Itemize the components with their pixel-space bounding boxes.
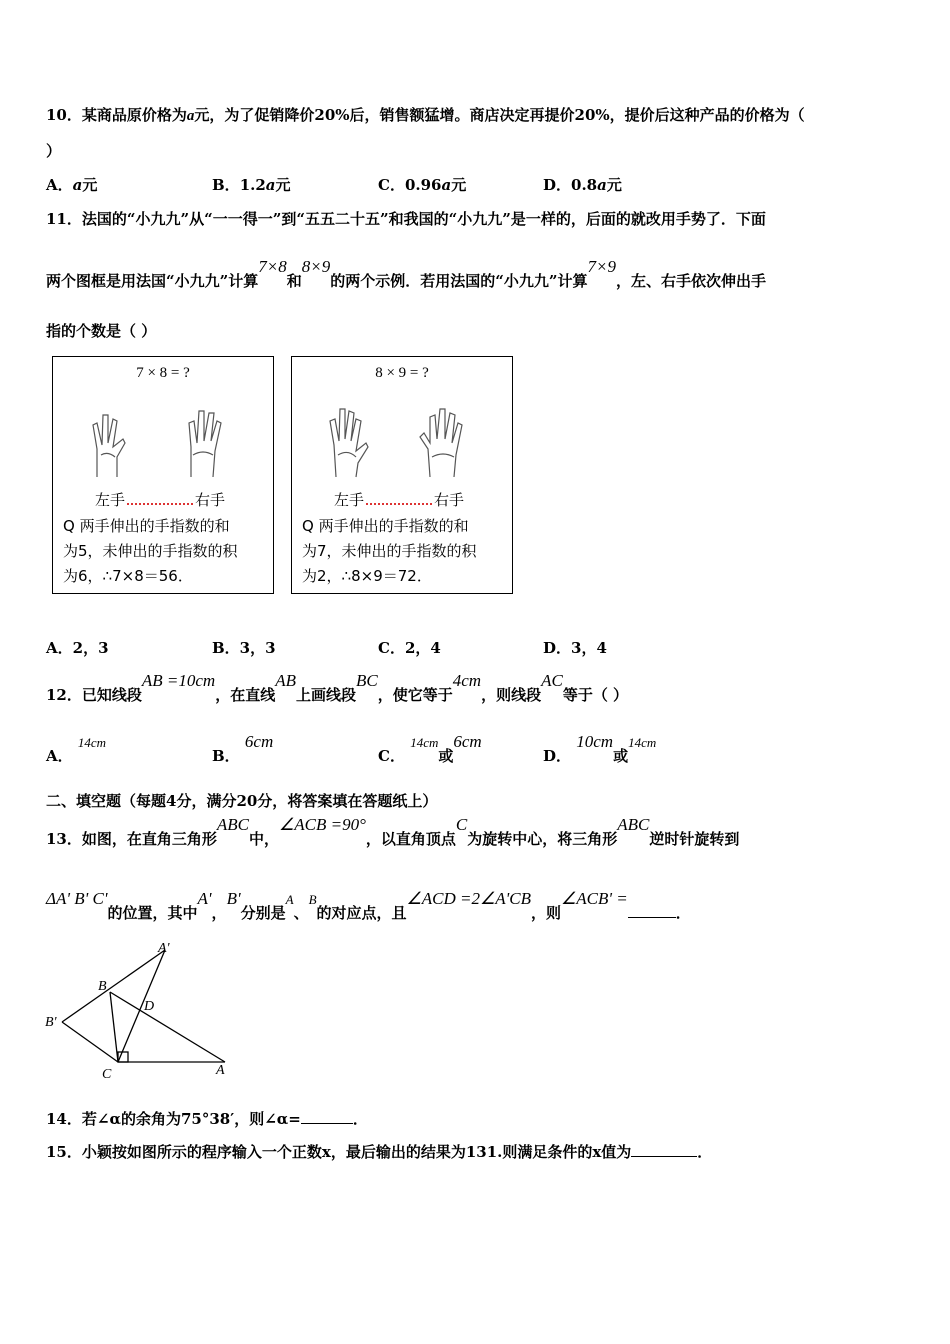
left-hand-icon: [93, 415, 125, 477]
q12-option-b[interactable]: B． 6cm: [212, 732, 274, 765]
box2-right-label: 右手: [434, 491, 465, 509]
q11-figure-box-1: [52, 356, 274, 594]
q13-triangle-figure: [40, 940, 240, 1082]
label-D: D: [144, 999, 155, 1014]
q14-answer-blank[interactable]: [301, 1123, 353, 1124]
right-hand-icon: [420, 409, 462, 477]
box2-wavy-mark: [366, 503, 432, 505]
q11-stem-line3: 指的个数是（ ）: [46, 322, 157, 340]
box2-text-2: 为7，未伸出的手指数的积: [302, 542, 477, 560]
q13-answer-blank[interactable]: [628, 917, 676, 918]
right-hand-icon: [189, 411, 221, 477]
box1-hands-illustration: [53, 399, 273, 479]
q12-option-c[interactable]: C． 14cm或6cm: [378, 732, 482, 765]
box2-equation: 8 × 9 = ?: [375, 365, 429, 381]
q10-option-a[interactable]: A．a元: [46, 176, 98, 194]
left-hand-icon: [330, 409, 368, 477]
q11-option-d[interactable]: D．3，4: [543, 639, 607, 657]
q15-answer-blank[interactable]: [631, 1156, 697, 1157]
segment-B-prime-C: [62, 1022, 118, 1062]
q11-option-a[interactable]: A．2，3: [46, 639, 109, 657]
section-2-heading: 二、填空题（每题4分，满分20分，将答案填在答题纸上）: [46, 792, 438, 810]
q10-option-b[interactable]: B．1.2a元: [212, 176, 291, 194]
box1-text-2: 为5，未伸出的手指数的积: [63, 542, 238, 560]
box2-left-label: 左手: [334, 491, 365, 509]
label-B-prime: B': [45, 1015, 57, 1030]
q12-option-d[interactable]: D． 10cm或14cm: [543, 732, 657, 765]
q11-figure-box-2: [291, 356, 513, 594]
label-A: A: [216, 1063, 225, 1078]
box1-text-3: 为6，∴7×8＝56．: [63, 567, 193, 585]
q10-stem-cont: ）: [46, 142, 62, 160]
box1-left-label: 左手: [95, 491, 126, 509]
q10-option-d[interactable]: D．0.8a元: [543, 176, 622, 194]
box1-text-1: Q 两手伸出的手指数的和: [63, 517, 230, 535]
label-A-prime: A': [158, 941, 170, 956]
q11-stem-line1: 11．法国的“小九九”从“一一得一”到“五五二十五”和我国的“小九九”是一样的，后面的就改用手势了．下面: [46, 210, 766, 228]
label-B: B: [98, 979, 107, 994]
q10-stem: 10．某商品原价格为a元，为了促销降价20%后，销售额猛增。商店决定再提价20%，提价后这种产品的价格为（: [46, 106, 805, 124]
label-C: C: [102, 1067, 112, 1082]
q12-option-a[interactable]: A． 14cm: [46, 735, 107, 765]
box1-right-label: 右手: [195, 491, 226, 509]
q13-stem-line2: ΔA' B' C'的位置，其中A'，B'分别是A、B的对应点，且∠ACD =2∠A'CB，则∠ACB' =．: [46, 889, 691, 922]
box1-wavy-mark: [127, 503, 193, 505]
q11-option-c[interactable]: C．2，4: [378, 639, 441, 657]
q11-stem-line2: 两个图框是用法国“小九九”计算7×8和8×9的两个示例．若用法国的“小九九”计算7×9，左、右手依次伸出手: [46, 257, 767, 290]
box2-text-3: 为2，∴8×9＝72．: [302, 567, 432, 585]
q13-stem-line1: 13．如图，在直角三角形ABC中，∠ACB =90°，以直角顶点C为旋转中心，将三角形ABC逆时针旋转到: [46, 815, 740, 848]
box2-hands-illustration: [292, 399, 512, 479]
q15-stem: 15．小颖按如图所示的程序输入一个正数x，最后输出的结果为131.则满足条件的x值为 ．: [46, 1143, 713, 1161]
box1-equation: 7 × 8 = ?: [136, 365, 190, 381]
q12-stem: 12．已知线段AB =10cm，在直线AB上画线段BC，使它等于4cm，则线段AC等于（ ）: [46, 671, 629, 704]
q14-stem: 14．若∠α的余角为75°38′，则∠α= ．: [46, 1110, 368, 1128]
segment-BC: [110, 992, 118, 1062]
box2-text-1: Q 两手伸出的手指数的和: [302, 517, 469, 535]
q11-option-b[interactable]: B．3，3: [212, 639, 276, 657]
q10-option-c[interactable]: C．0.96a元: [378, 176, 467, 194]
